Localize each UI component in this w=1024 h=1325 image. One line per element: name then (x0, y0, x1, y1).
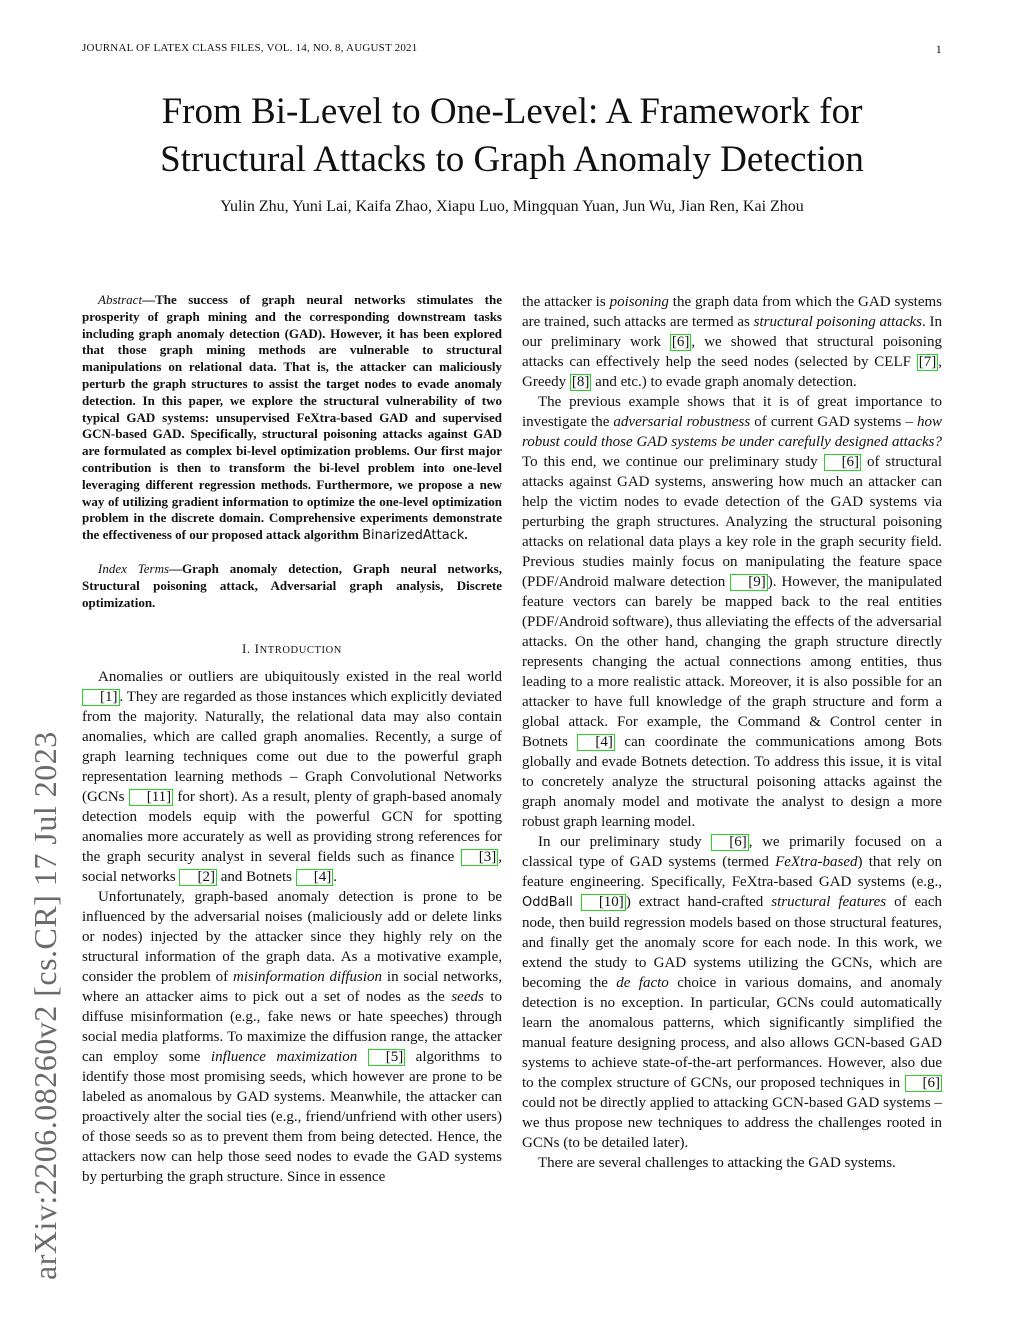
citation-link[interactable]: [9] (730, 574, 768, 591)
text-run (357, 1049, 367, 1065)
citation-link[interactable]: [5] (368, 1049, 406, 1066)
italic-term: seeds (451, 989, 484, 1006)
text-run: can coordinate the communications among Bots globally and evade Botnets detection. To address this issue, it is vital to concretely analyze the structural poisoning attacks against the graph anomaly model and motivate the analyst to design a more robust graph learning model. (522, 734, 942, 830)
author-list: Yulin Zhu, Yuni Lai, Kaifa Zhao, Xiapu Luo, Mingquan Yuan, Jun Wu, Jian Ren, Kai Zhou (220, 198, 804, 215)
text-run: to diffuse misinformation (e.g., fake news or hate speeches) through social media platforms. To maximize the diffusion range, the attacker can employ some (82, 989, 502, 1066)
paragraph (522, 832, 942, 1153)
paragraph (522, 292, 942, 392)
citation-link[interactable]: [7] (918, 354, 937, 370)
citation-link[interactable]: [4] (577, 734, 615, 751)
index-terms (82, 561, 502, 611)
running-header (82, 40, 942, 60)
text-run: and etc.) to evade graph anomaly detection. (591, 374, 857, 390)
text-run: . They are regarded as those instances which explicitly deviated from the majority. Naturally, the relational data may also contain anomalies, which are called graph anomalies. Recently, a surge of graph learning techniques come out due to the powerful graph representation learning methods – Graph Convolutional Networks (GCNs (82, 689, 502, 806)
section-numeral: I. (241, 641, 255, 657)
paragraph (82, 667, 502, 887)
text-run: could not be directly applied to attacking GCN-based GAD systems – we thus propose new techniques to address the challenges rooted in GCNs (to be detailed later). (522, 1095, 942, 1151)
abstract-text: —The success of graph neural networks stimulates the prosperity of graph mining and the corresponding downstream tasks including graph anomaly detection (GAD). However, it has been explored that those graph mining methods are vulnerable to structural manipulations on relational data. That is, the attacker can maliciously perturb the graph structures to assist the target nodes to evade anomaly detection. In this paper, we explore the structural vulnerability of two typical GAD systems: unsupervised FeXtra-based GAD and supervised GCN-based GAD. Specifically, structural poisoning attacks against GAD are formulated as complex bi-level optimization problems. Our first major contribution is then to transform the bi-level problem into one-level leveraging different regression methods. Furthermore, we propose a new way of utilizing gradient information to optimize the one-level optimization problem in the discrete domain. Comprehensive experiments demonstrate the effectiveness of our proposed attack algorithm (82, 292, 502, 543)
text-run: of current GAD systems – (750, 414, 917, 430)
citation-link[interactable]: [11] (129, 789, 173, 806)
index-terms-lead: Index Terms (98, 560, 170, 576)
page-number: 1 (935, 42, 942, 56)
paragraph: There are several challenges to attacking the GAD systems. (538, 1155, 896, 1171)
text-run: , Greedy (522, 354, 942, 390)
index-terms-text: —Graph anomaly detection, Graph neural networks, Structural poisoning attack, Adversarial graph analysis, Discrete optimization. (82, 560, 502, 610)
right-column (522, 292, 942, 1173)
text-run: Unfortunately, graph-based anomaly detection is prone to be influenced by the adversarial noises (maliciously add or delete links or nodes) injected by the attacker since they highly rely on the structural information of the graph data. As a motivative example, consider the problem of (82, 889, 502, 986)
text-run: . In our preliminary work (522, 314, 942, 350)
text-run: To this end, we continue our preliminary study (522, 454, 824, 470)
text-run: ) that rely on feature engineering. Specifically, FeXtra-based GAD systems (e.g., (522, 854, 942, 890)
title-line-2: Structural Attacks to Graph Anomaly Detection (160, 139, 864, 180)
italic-term: poisoning (609, 294, 669, 310)
italic-term: misinformation diffusion (233, 969, 383, 986)
section-heading-introduction (82, 639, 502, 661)
italic-term: influence maximization (210, 1049, 358, 1066)
text-run: . (333, 869, 337, 886)
journal-name: JOURNAL OF LATEX CLASS FILES, VOL. 14, NO. 8, AUGUST 2021 (82, 42, 418, 54)
system-name: OddBall (522, 895, 573, 910)
text-run: ) extract hand-crafted (625, 894, 772, 910)
text-run: algorithms to identify those most promising seeds, which however are prone to be labeled as anomalous by GAD systems. Meanwhile, the attacker can proactively alter the social ties (e.g., friend/unfriend with other users) of those seeds so as to prevent them from being detected. Hence, the attackers now can help those seed nodes to evade the GAD systems by perturbing the graph structure. Since in essence (82, 1049, 502, 1186)
citation-link[interactable]: [1] (82, 689, 120, 706)
italic-term: adversarial robustness (613, 414, 751, 430)
text-run: and Botnets (216, 869, 296, 886)
text-run: , we showed that structural poisoning attacks can effectively help the seed nodes (selected by CELF (522, 334, 942, 370)
italic-term: structural features (771, 894, 887, 910)
text-run: , we primarily focused on a classical type of GAD systems (termed (522, 834, 942, 870)
italic-term: FeXtra-based (775, 854, 858, 870)
text-run (573, 894, 581, 910)
abstract (82, 292, 502, 545)
text-run: of each node, then build regression models based on those structural features, and finally get the anomaly score for each node. In this work, we extend the study to GAD systems utilizing the GCNs, which are becoming the (522, 894, 942, 991)
citation-link[interactable]: [3] (461, 849, 499, 866)
text-run: ). However, the manipulated feature vectors can barely be mapped back to the real entities (PDF/Android software), thus alleviating the effects of the adversarial attacks. On the other hand, changing the graph structure directly represents changing the actual connections among entities, thus leading to a more realistic attack. Moreover, it is also possible for an attacker to have full knowledge of the graph structure and form a global attack. For example, the Command & Control center in Botnets (522, 574, 943, 750)
citation-link[interactable]: [4] (296, 869, 334, 886)
text-run: in social networks, where an attacker aims to pick out a set of nodes as the (82, 969, 503, 1006)
paragraph (522, 392, 942, 832)
paragraph (82, 887, 502, 1187)
italic-term: how robust could those GAD systems be under carefully designed attacks? (522, 414, 942, 450)
text-run: the graph data from which the GAD systems are trained, such attacks are termed as (522, 294, 943, 330)
citation-link[interactable]: [6] (711, 834, 749, 851)
italic-term: de facto (616, 975, 669, 991)
text-run: The previous example shows that it is of great importance to investigate the (522, 394, 942, 430)
paper-title (60, 88, 964, 184)
left-column (82, 292, 502, 1187)
citation-link[interactable]: [10] (581, 894, 626, 911)
citation-link[interactable]: [6] (671, 334, 690, 350)
text-run: In our preliminary study (538, 834, 712, 850)
citation-link[interactable]: [2] (179, 869, 217, 886)
citation-link[interactable]: [6] (824, 454, 862, 471)
abstract-lead: Abstract (98, 292, 143, 307)
text-run: , social networks (82, 849, 502, 886)
text-run: for short). As a result, plenty of graph-based anomaly detection models equip with the powerful GCN for spotting anomalies more accurately as well as providing strong references for the graph security analyst in several fields such as finance (82, 789, 502, 866)
citation-link[interactable]: [8] (571, 374, 590, 390)
algorithm-name: BinarizedAttack (362, 528, 465, 544)
text-run: the attacker is (522, 294, 610, 310)
arxiv-stamp: arXiv:2206.08260v2 [cs.CR] 17 Jul 2023 (27, 731, 63, 1280)
text-run: Anomalies or outliers are ubiquitously existed in the real world (98, 669, 502, 686)
title-line-1: From Bi-Level to One-Level: A Framework for (161, 91, 863, 132)
section-rest: NTRODUCTION (259, 645, 342, 657)
abstract-end: . (464, 527, 468, 543)
citation-link[interactable]: [6] (905, 1075, 943, 1092)
text-run: of structural attacks against GAD systems, answering how much an attacker can help the victim nodes to evade detection of the GAD systems via perturbing the graph structures. Analyzing the structural poisoning attacks on relational data plays a key role in the graph security field. Previous studies mainly focus on manipulating the feature space (PDF/Android malware detection (522, 454, 943, 590)
section-first-letter: I (254, 641, 260, 657)
italic-term: structural poisoning attacks (753, 314, 922, 330)
text-run: choice in various domains, and anomaly detection is no exception. In particular, GCNs could automatically learn the anomalous patterns, which significantly simplified the manual feature designing process, and also allows GCN-based GAD systems to achieve state-of-the-art performances. However, also due to the complex structure of GCNs, our proposed techniques in (522, 975, 942, 1091)
